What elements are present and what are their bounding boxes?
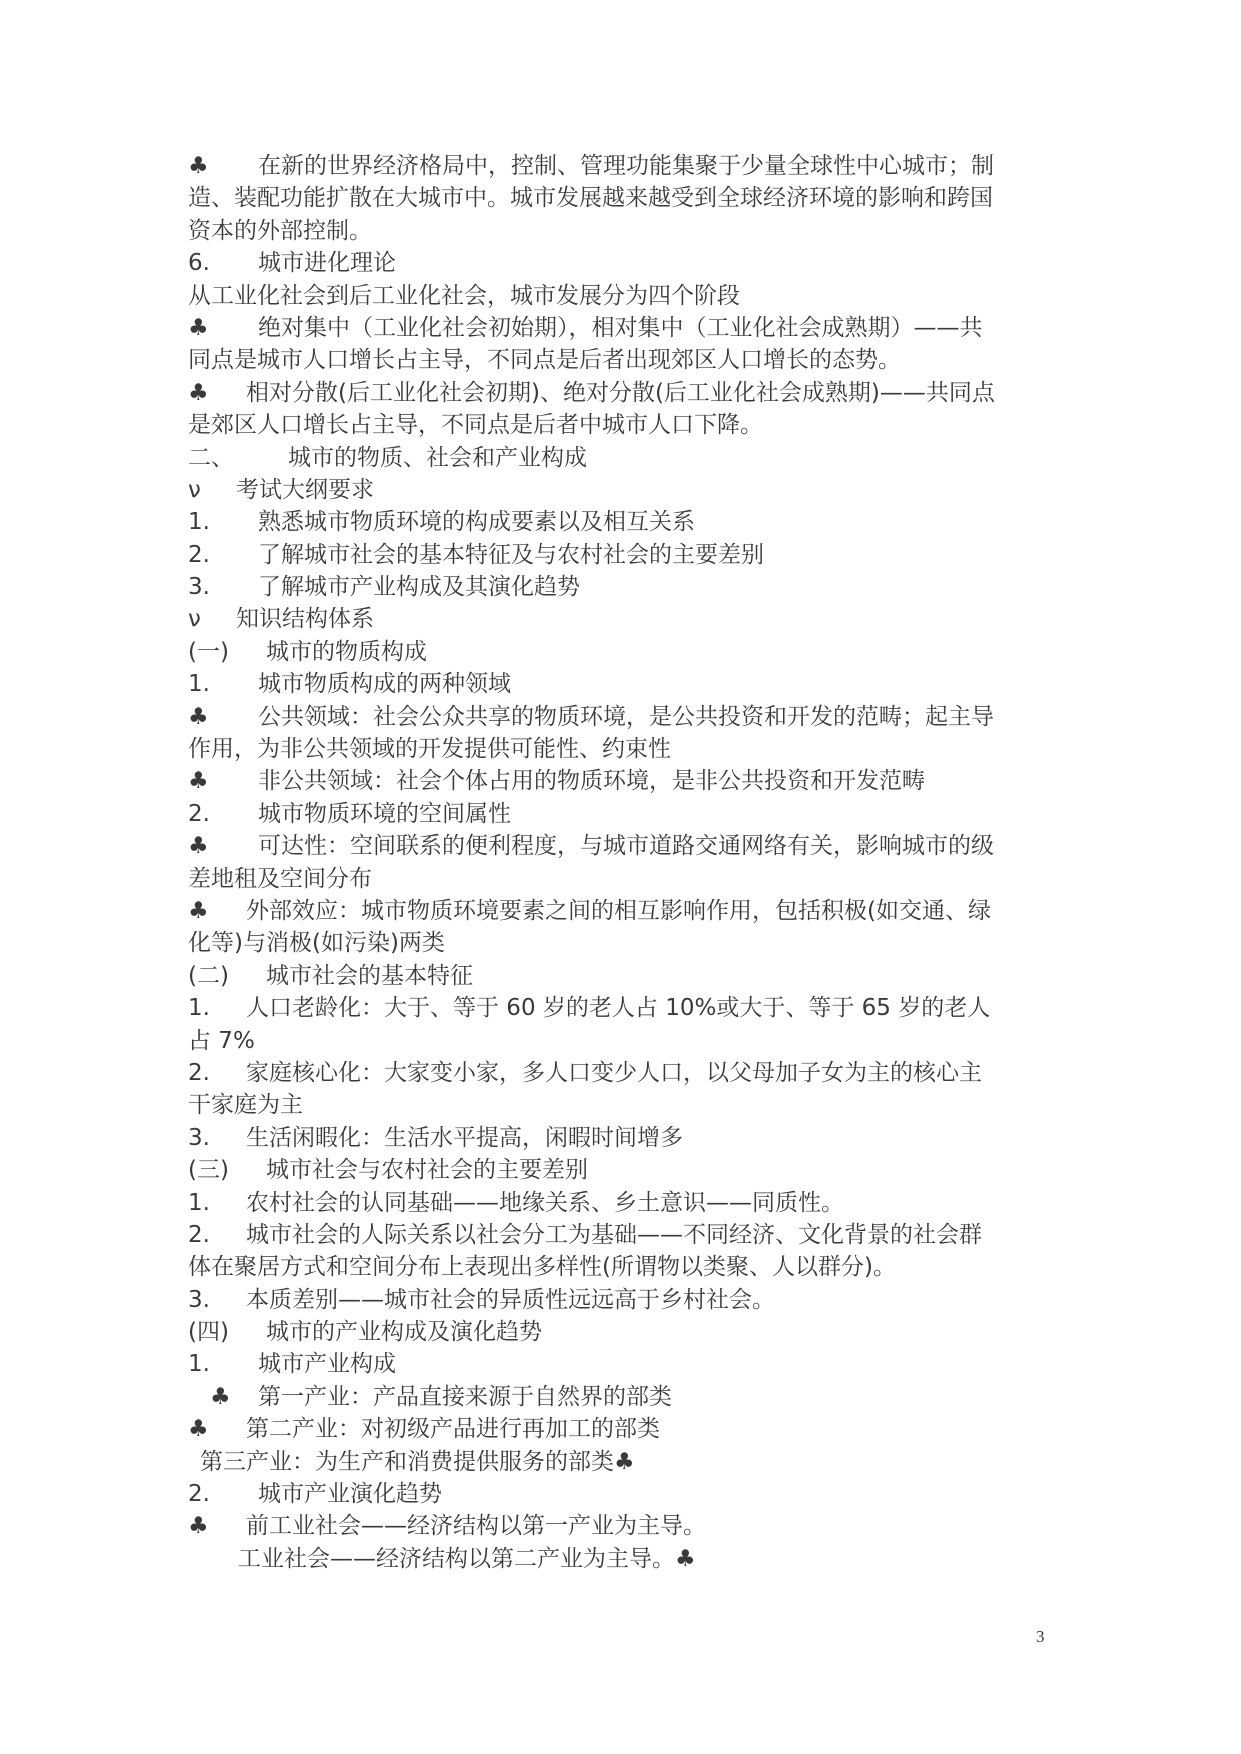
text-line (188, 1510, 1058, 1542)
text-line (188, 506, 1058, 538)
line-text: 第一产业：产品直接来源于自然界的部类 (258, 1383, 672, 1410)
line-text: 城市社会的人际关系以社会分工为基础——不同经济、文化背景的社会群 (246, 1221, 982, 1248)
number-marker: 1. (188, 671, 210, 698)
line-text: 公共领域：社会公众共享的物质环境，是公共投资和开发的范畴；起主导 (258, 703, 994, 730)
text-line (188, 150, 1058, 182)
number-marker: 3. (188, 1286, 210, 1313)
text-line (188, 1284, 1058, 1316)
number-marker: 2. (188, 1221, 210, 1248)
line-text: 可达性：空间联系的便利程度，与城市道路交通网络有关，影响城市的级 (258, 833, 994, 860)
subsection-heading (188, 960, 1058, 992)
subsection-heading (188, 636, 1058, 668)
club-bullet: ♣ (188, 1416, 209, 1443)
text-line (188, 765, 1058, 797)
text-line (188, 1413, 1058, 1445)
text-line (188, 1025, 1058, 1057)
line-text: 人口老龄化：大于、等于 60 岁的老人占 10%或大于、等于 65 岁的老人 (246, 995, 991, 1022)
line-text: 生活闲暇化：生活水平提高，闲暇时间增多 (246, 1124, 683, 1151)
number-marker: 1. (188, 1189, 210, 1216)
text-line (188, 1251, 1058, 1283)
line-text: 工业社会——经济结构以第二产业为主导。♣ (238, 1545, 696, 1572)
club-bullet: ♣ (188, 1513, 209, 1540)
line-text: 城市的物质、社会和产业构成 (288, 444, 587, 471)
line-text: 差地租及空间分布 (188, 865, 372, 892)
page-body (188, 150, 1058, 1575)
line-text: 第三产业：为生产和消费提供服务的部类♣ (200, 1448, 635, 1475)
line-text: 第二产业：对初级产品进行再加工的部类 (246, 1416, 660, 1443)
text-line (188, 571, 1058, 603)
club-bullet: ♣ (188, 768, 209, 795)
line-text: 了解城市产业构成及其演化趋势 (258, 574, 580, 601)
text-line (188, 1348, 1058, 1380)
text-line (188, 1187, 1058, 1219)
number-marker: 1. (188, 509, 210, 536)
text-line (188, 895, 1058, 927)
text-line (188, 247, 1058, 279)
text-line (188, 798, 1058, 830)
line-text: 体在聚居方式和空间分布上表现出多样性(所谓物以类聚、人以群分)。 (188, 1254, 896, 1281)
line-text: 城市物质构成的两种领域 (258, 671, 511, 698)
line-text: 本质差别——城市社会的异质性远远高于乡村社会。 (246, 1286, 775, 1313)
text-line (188, 474, 1058, 506)
line-text: 家庭核心化：大家变小家，多人口变少人口，以父母加子女为主的核心主 (246, 1059, 982, 1086)
line-text: 城市社会与农村社会的主要差别 (266, 1157, 588, 1184)
number-marker: 2. (188, 541, 210, 568)
line-text: 熟悉城市物质环境的构成要素以及相互关系 (258, 509, 695, 536)
text-line (188, 1057, 1058, 1089)
club-bullet: ♣ (188, 153, 209, 179)
text-line (188, 312, 1058, 344)
text-line (188, 215, 1058, 247)
text-line (188, 280, 1058, 312)
line-text: 同点是城市人口增长占主导，不同点是后者出现郊区人口增长的态势。 (188, 347, 901, 374)
club-bullet: ♣ (210, 1383, 231, 1410)
line-text: 非公共领域：社会个体占用的物质环境，是非公共投资和开发范畴 (258, 768, 925, 795)
number-marker: 1. (188, 995, 210, 1022)
number-marker: 2. (188, 1481, 210, 1508)
number-marker: 2. (188, 1059, 210, 1086)
line-text: 占 7% (188, 1027, 255, 1054)
subsection-heading (188, 1316, 1058, 1348)
text-line (188, 701, 1058, 733)
text-line (188, 1478, 1058, 1510)
line-text: 相对分散(后工业化社会初期)、绝对分散(后工业化社会成熟期)——共同点 (246, 379, 995, 406)
text-line (188, 377, 1058, 409)
number-marker: 3. (188, 1124, 210, 1151)
nu-bullet: ν (188, 606, 201, 633)
line-text: 了解城市社会的基本特征及与农村社会的主要差别 (258, 541, 764, 568)
line-text: 城市的产业构成及演化趋势 (266, 1319, 542, 1346)
text-line (188, 733, 1058, 765)
line-text: 干家庭为主 (188, 1092, 303, 1119)
page-number: 3 (1036, 1627, 1045, 1646)
text-line (188, 182, 1058, 214)
line-text: 从工业化社会到后工业化社会，城市发展分为四个阶段 (188, 282, 740, 309)
section-heading (188, 442, 1058, 474)
line-text: 城市社会的基本特征 (266, 962, 473, 989)
line-text: 造、装配功能扩散在大城市中。城市发展越来越受到全球经济环境的影响和跨国 (188, 185, 993, 212)
subsection-number: (四) (188, 1319, 229, 1346)
text-line (188, 1219, 1058, 1251)
club-bullet: ♣ (188, 703, 209, 730)
text-line (188, 863, 1058, 895)
text-line (188, 1089, 1058, 1121)
line-text: 城市物质环境的空间属性 (258, 800, 511, 827)
line-text: 农村社会的认同基础——地缘关系、乡土意识——同质性。 (246, 1189, 844, 1216)
text-line (188, 992, 1058, 1024)
text-line (188, 1446, 1058, 1478)
line-text: 城市的物质构成 (266, 638, 427, 665)
text-line (188, 539, 1058, 571)
number-marker: 6. (188, 250, 210, 277)
line-text: 绝对集中（工业化社会初始期），相对集中（工业化社会成熟期）——共 (258, 314, 983, 341)
line-text: 是郊区人口增长占主导，不同点是后者中城市人口下降。 (188, 412, 763, 439)
text-line (188, 668, 1058, 700)
text-line (188, 1543, 1058, 1575)
line-text: 城市进化理论 (258, 250, 396, 277)
text-line (188, 344, 1058, 376)
line-text: 城市产业构成 (258, 1351, 396, 1378)
subsection-number: (二) (188, 962, 229, 989)
text-line (188, 409, 1058, 441)
subsection-number: (三) (188, 1157, 229, 1184)
text-line (188, 830, 1058, 862)
text-line (188, 1381, 1058, 1413)
club-bullet: ♣ (188, 897, 209, 924)
subsection-heading (188, 1154, 1058, 1186)
line-text: 知识结构体系 (236, 606, 374, 633)
number-marker: 2. (188, 800, 210, 827)
number-marker: 1. (188, 1351, 210, 1378)
text-line (188, 1122, 1058, 1154)
line-text: 外部效应：城市物质环境要素之间的相互影响作用，包括积极(如交通、绿 (246, 897, 991, 924)
line-text: 在新的世界经济格局中，控制、管理功能集聚于少量全球性中心城市；制 (258, 153, 994, 179)
subsection-number: (一) (188, 638, 229, 665)
line-text: 城市产业演化趋势 (258, 1481, 442, 1508)
line-text: 作用，为非公共领域的开发提供可能性、约束性 (188, 736, 671, 763)
text-line (188, 927, 1058, 959)
club-bullet: ♣ (188, 314, 209, 341)
text-line (188, 603, 1058, 635)
club-bullet: ♣ (188, 833, 209, 860)
club-bullet: ♣ (188, 379, 209, 406)
section-number: 二、 (188, 444, 234, 471)
line-text: 前工业社会——经济结构以第一产业为主导。 (246, 1513, 706, 1540)
line-text: 资本的外部控制。 (188, 217, 372, 244)
line-text: 化等)与消极(如污染)两类 (188, 930, 445, 957)
nu-bullet: ν (188, 476, 201, 503)
number-marker: 3. (188, 574, 210, 601)
line-text: 考试大纲要求 (236, 476, 374, 503)
